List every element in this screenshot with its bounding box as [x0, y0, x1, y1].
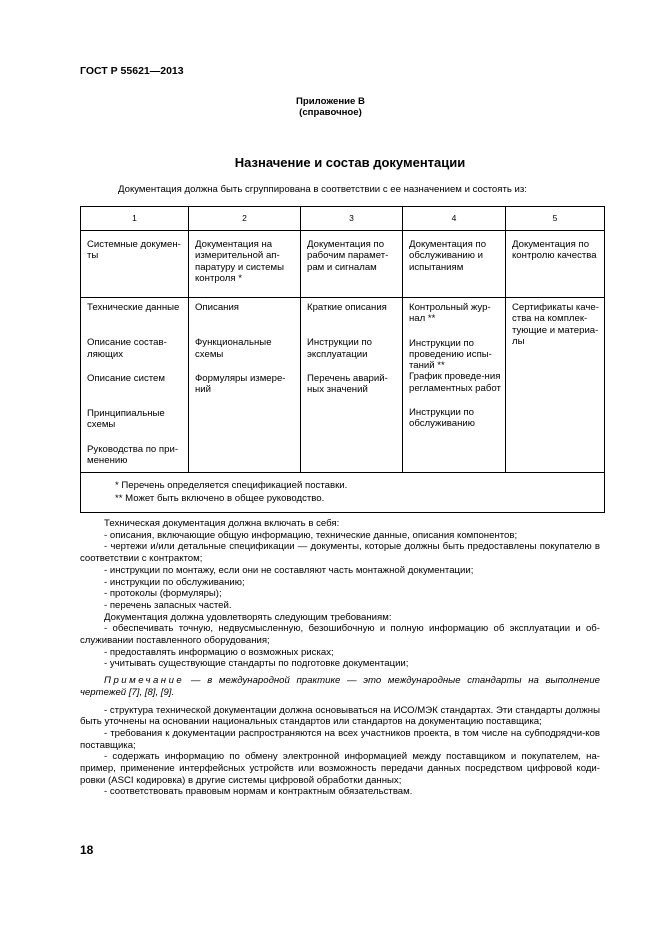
note-label: Примечание — [104, 675, 185, 687]
annex-title: Приложение В — [296, 96, 365, 107]
page-title: Назначение и состав документации — [234, 155, 466, 170]
body-text — [80, 518, 600, 798]
column-number: 4 — [403, 207, 506, 231]
paragraph: - содержать информацию по обмену электронной информацией между поставщиком и покупателем, на-пример, применение интерфейсных устройств или возможность передачи данных посредством цифровой коди-ровки (ASCI кодировка) в другие системы цифровой обработки данных; — [80, 751, 600, 786]
table-item: Перечень аварий-ных значений — [307, 372, 388, 396]
table-item: Функциональные схемы — [195, 337, 272, 360]
annex-heading — [0, 96, 661, 118]
page-number: 18 — [80, 843, 94, 857]
paragraph: - предоставлять информацию о возможных рисках; — [104, 646, 334, 658]
table-item: Формуляры измере-ний — [195, 372, 286, 396]
column-number: 5 — [506, 207, 605, 231]
intro-text: Документация должна быть сгруппирована в соответствии с ее назначением и состоять из: — [118, 184, 527, 195]
column-number-row — [81, 207, 605, 231]
footnote: * Перечень определяется спецификацией поставки. — [115, 480, 348, 491]
column-number: 1 — [81, 207, 189, 231]
table-item: Описание систем — [87, 372, 165, 384]
paragraph: Документация должна удовлетворять следующим требованиям: — [104, 611, 392, 623]
table-item: Технические данные — [87, 302, 180, 313]
paragraph: - соответствовать правовым нормам и контрактным обязательствам. — [104, 786, 413, 798]
paragraph: - инструкции по монтажу, если они не составляют часть монтажной документации; — [104, 564, 474, 576]
paragraph: - протоколы (формуляры); — [104, 588, 222, 600]
paragraph: - чертежи и/или детальные спецификации — документы, которые должны быть предоставлены покупателю в соответствии с контрактом; — [80, 541, 600, 565]
table-item: Сертификаты каче-ства на комплек-тующие и материа-лы — [512, 302, 599, 347]
footnotes-cell — [81, 473, 605, 513]
paragraph: - обеспечивать точную, недвусмысленную, безошибочную и полную информацию об эксплуатации и об-служивании поставленного оборудования; — [80, 623, 600, 647]
header-row — [81, 231, 605, 298]
paragraph: - описания, включающие общую информацию, технические данные, описания компонентов; — [104, 529, 518, 541]
table-item: Инструкции по эксплуатации — [307, 337, 373, 360]
table-item: Описание состав-ляющих — [87, 337, 167, 360]
paragraph: - структура технической документации должна основываться на ИСО/МЭК стандартах. Эти стандарты должны быть уточнены на основании национальных стандартов или стандартов на документацию поставщика; — [80, 704, 600, 728]
footnote: ** Может быть включено в общее руководство. — [115, 492, 325, 504]
column-number: 3 — [301, 207, 403, 231]
table-item: Инструкции по проведению испы-таний ** — [409, 337, 492, 372]
table-item: График проведе-ния регламентных работ — [409, 371, 501, 394]
table-item: Описания — [195, 302, 240, 313]
standard-header: ГОСТ Р 55621—2013 — [80, 65, 184, 77]
table-item: Краткие описания — [307, 302, 387, 313]
annex-subtitle: (справочное) — [299, 107, 362, 118]
note-text: — в международной практике — это международные стандарты на выполнение чертежей [7], [8], [9]. — [80, 675, 600, 698]
table-item: Руководства по при-менению — [87, 443, 179, 467]
column-header: Системные докумен-ты — [81, 231, 189, 298]
column-cell-3 — [301, 298, 403, 473]
paragraph: Техническая документация должна включать в себя: — [104, 518, 340, 529]
column-header: Документация по обслуживанию и испытаниям — [403, 231, 506, 298]
table-item: Принципиальные схемы — [87, 408, 165, 431]
column-number: 2 — [189, 207, 301, 231]
column-header: Документация на измерительной ап-паратуру и системы контроля * — [189, 231, 301, 298]
paragraph: - инструкции по обслуживанию; — [104, 576, 245, 588]
paragraph: - учитывать существующие стандарты по подготовке документации; — [104, 658, 409, 670]
documentation-table — [80, 206, 605, 513]
content-row — [81, 298, 605, 473]
paragraph: - перечень запасных частей. — [104, 599, 232, 611]
paragraph: - требования к документации распространяются на всех участников проекта, в том числе на субподрядчи-ков поставщика; — [80, 727, 600, 751]
footnote-row — [81, 473, 605, 513]
column-cell-2 — [189, 298, 301, 473]
table-item: Инструкции по обслуживанию — [409, 407, 475, 430]
column-cell-1 — [81, 298, 189, 473]
column-header: Документация по контролю качества — [506, 231, 605, 298]
column-header: Документация по рабочим парамет-рам и сигналам — [301, 231, 403, 298]
column-cell-4 — [403, 298, 506, 473]
table-item: Контрольный жур-нал ** — [409, 302, 491, 325]
column-cell-5 — [506, 298, 605, 473]
note — [80, 675, 600, 698]
